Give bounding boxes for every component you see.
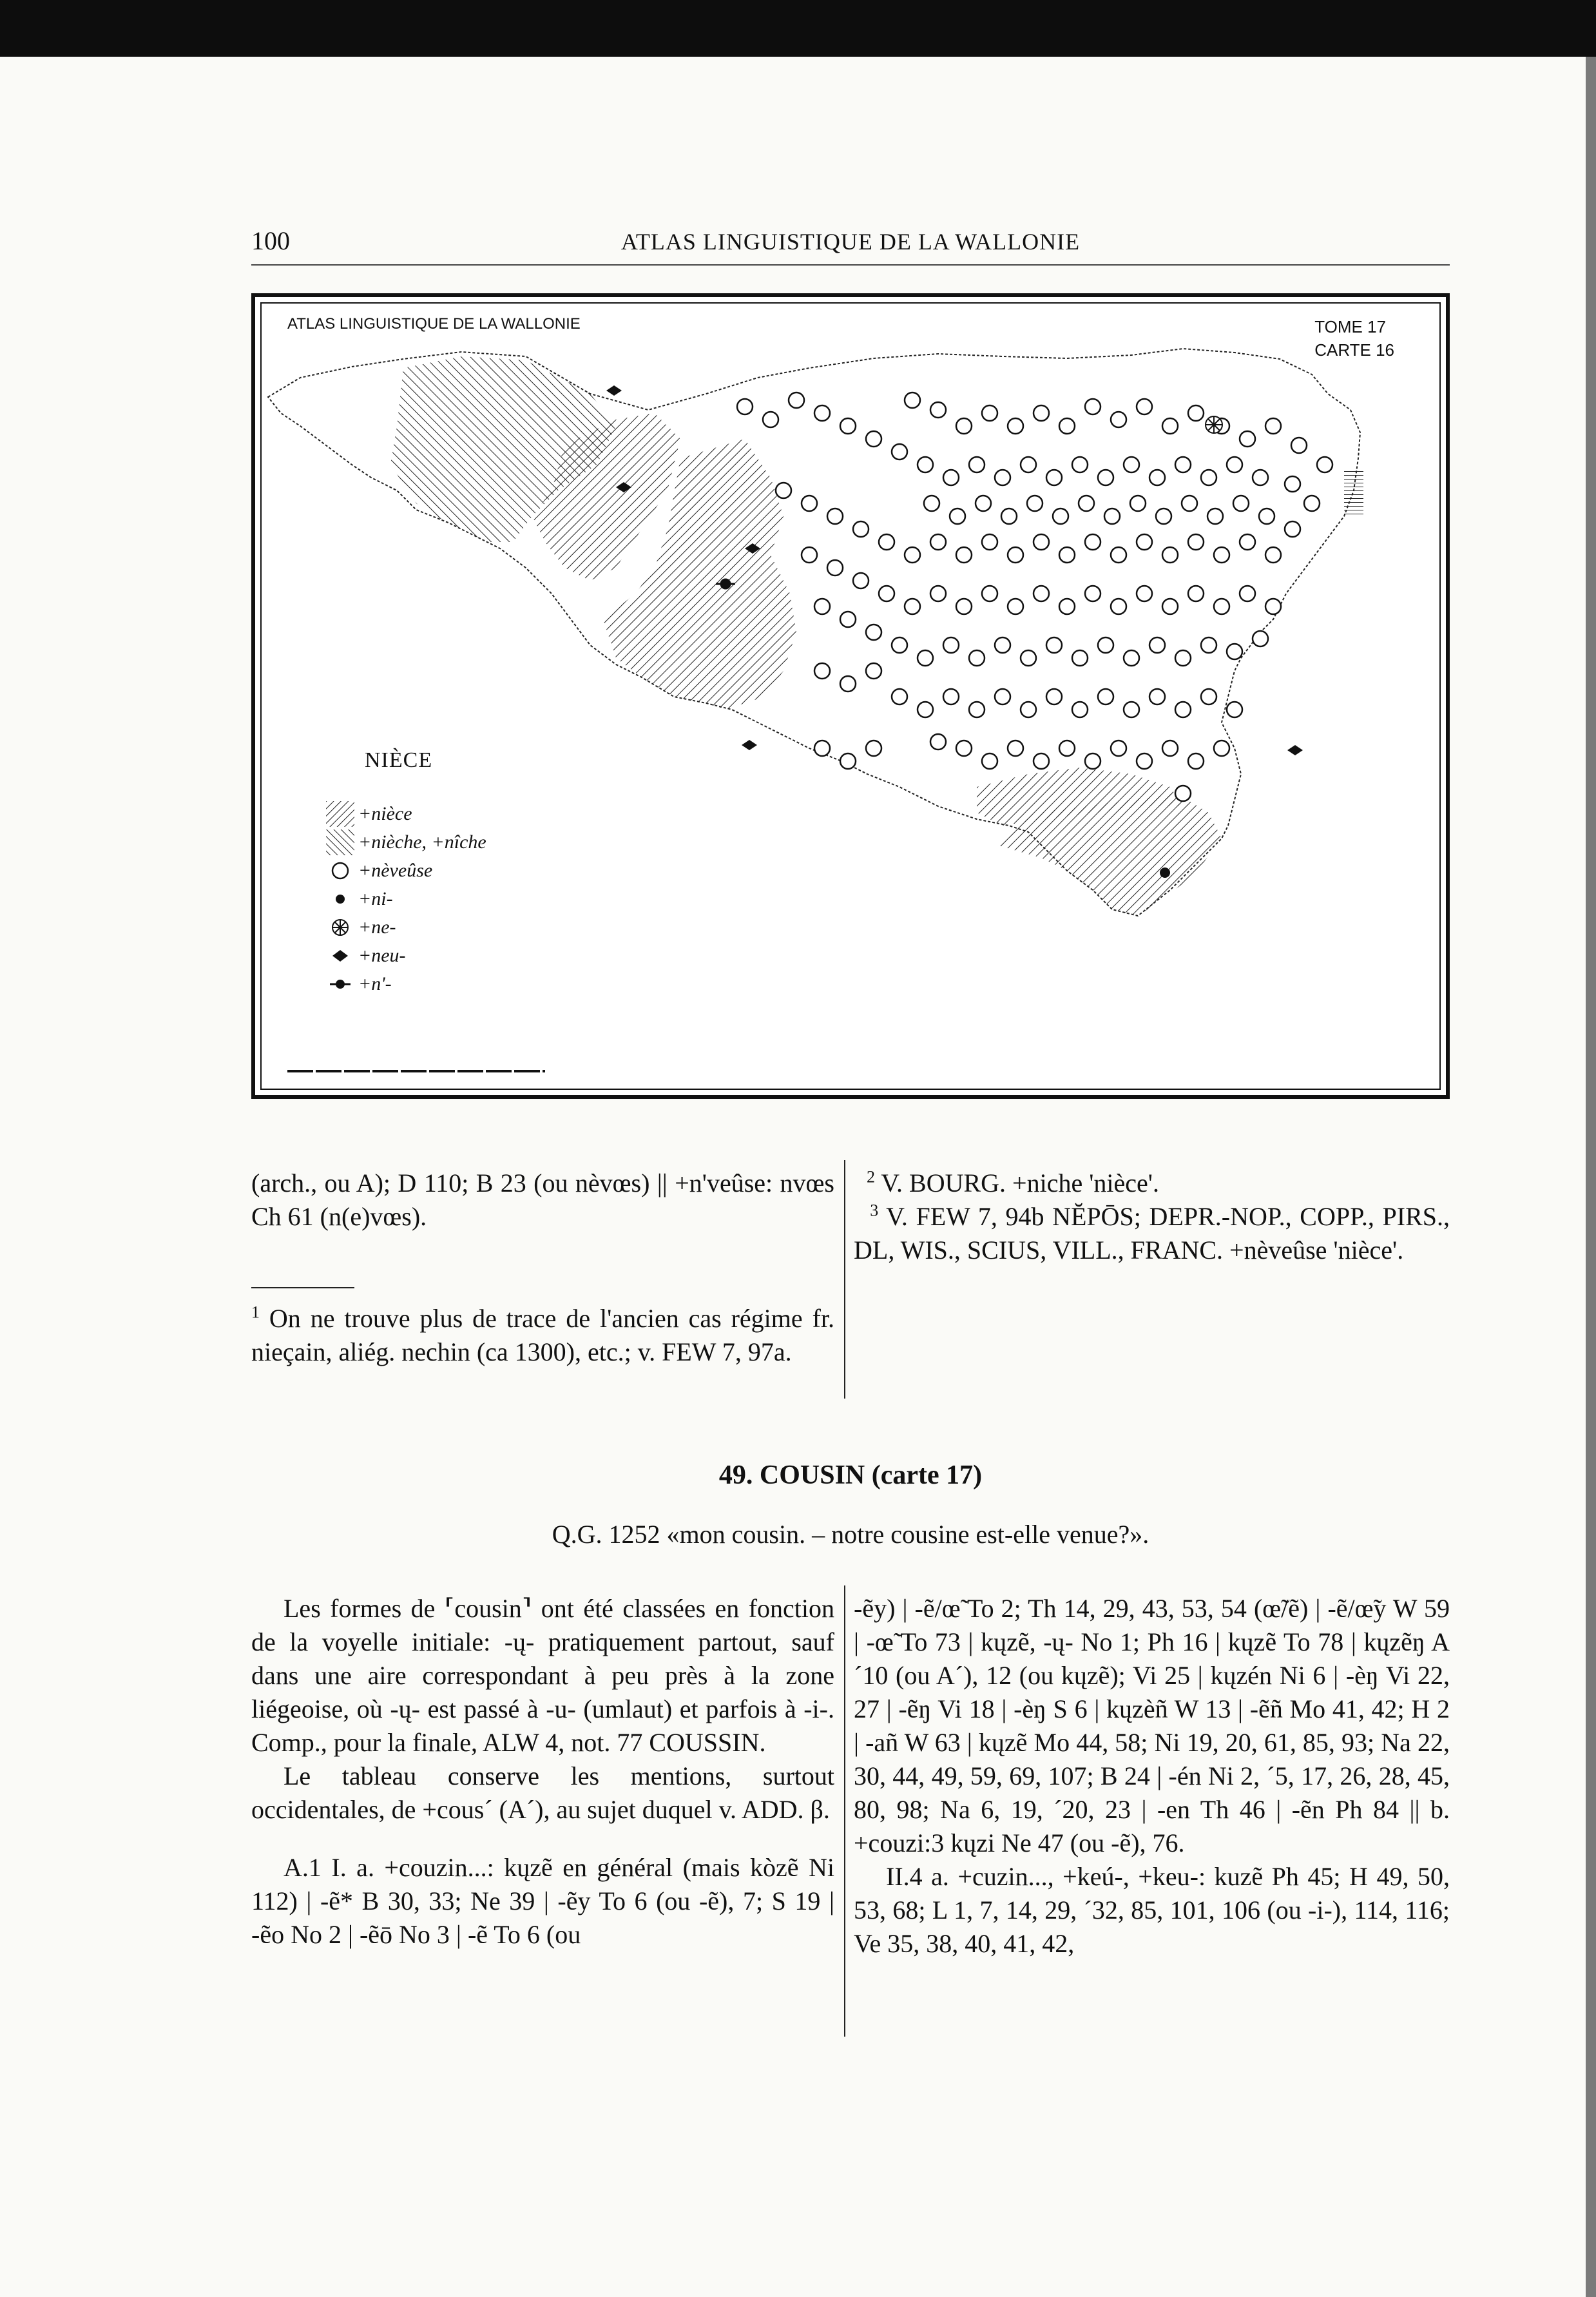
dot-dash-icon [326, 971, 354, 997]
page-header [251, 219, 1450, 266]
legend-label: +nèveûse [358, 860, 433, 881]
column-divider-lower [844, 1585, 845, 2037]
area-eastern-border [1344, 471, 1363, 516]
legend-label: +nièce [358, 803, 412, 824]
footnote-rule [251, 1287, 354, 1288]
footnotes-right [854, 1167, 1450, 1267]
footnote-1-mark: 1 [251, 1303, 260, 1322]
footnote-2-text: V. BOURG. +niche 'nièce'. [881, 1168, 1159, 1197]
open-circle-icon [326, 858, 354, 884]
legend-label: +ne- [358, 916, 396, 938]
legend-item [326, 800, 486, 828]
ne-point [1206, 416, 1222, 433]
body-paragraph: -ẽy) | -ẽ/œ̃ To 2; Th 14, 29, 43, 53, 54 (œ̃/ẽ) | -ẽ/œ̃y W 59 | -œ̃ To 73 | kųzẽ, -ų- No 1; Ph 16 | kųzẽ To 78 | kųzẽŋ A ´10 (ou A´), 12 (ou kųzẽ); Vi 25 | kųzén Ni 6 | -èŋ Vi 22, 27 | -ẽŋ Vi 18 | -èŋ S 6 | kųzèñ W 13 | -ẽñ Mo 41, 42; H 2 | -añ W 63 | kųzẽ Mo 44, 58; Ni 19, 20, 61, 85, 93; Na 22, 30, 44, 49, 59, 69, 107; B 24 | -én Ni 2, ´5, 17, 26, 28, 45, 80, 98; Na 6, 19, ´20, 23 | -en Th 46 | -ẽn Ph 84 || b. +couzi:3 kųzi Ne 47 (ou -ẽ), 76. [854, 1594, 1450, 1857]
footnote-3-text: V. FEW 7, 94b NĔPŌS; DEPR.-NOP., COPP., PIRS., DL, WIS., SCIUS, VILL., FRANC. +nèveûse 'nièce'. [854, 1202, 1450, 1265]
filled-dot-icon [326, 886, 354, 912]
scan-right-edge [1586, 57, 1596, 2297]
legend-item [326, 828, 486, 857]
left-continuation [251, 1167, 834, 1234]
legend-item [326, 857, 486, 885]
section-title: 49. COUSIN (carte 17) [718, 1460, 983, 1490]
footnote-3 [854, 1200, 1450, 1267]
ni-point [1160, 867, 1170, 878]
diagonal-hatch-icon [326, 801, 354, 827]
map-tome-label [1314, 315, 1394, 362]
body-right-column [854, 1592, 1450, 1961]
body-paragraph: Le tableau conserve les mentions, surtout occidentales, de +cous´ (A´), au sujet duquel v. ADD. β. [251, 1761, 834, 1824]
footnote-1 [251, 1302, 834, 1369]
body-paragraph: II.4 a. +cuzin..., +keú-, +keu-: kuzẽ Ph 45; H 49, 50, 53, 68; L 1, 7, 14, 29, ´32, 85, 101, 106 (ou -i-), 114, 116; Ve 35, 38, 40, 41, 42, [854, 1862, 1450, 1958]
footnote-2-mark: 2 [867, 1167, 875, 1187]
scan-top-border [0, 0, 1596, 57]
legend-item [326, 942, 486, 970]
map-legend [326, 800, 486, 998]
legend-item [326, 885, 486, 913]
legend-item [326, 970, 486, 998]
left-continuation-para: (arch., ou A); D 110; B 23 (ou nèvœs) || +n'veûse: nvœs Ch 61 (n(e)vœs). [251, 1168, 834, 1231]
legend-item [326, 913, 486, 942]
map-tome: TOME 17 [1314, 317, 1386, 336]
map-carte: CARTE 16 [1314, 340, 1394, 360]
footnote-2 [854, 1167, 1450, 1200]
backslash-hatch-icon [326, 829, 354, 855]
map-scale-bar [287, 1061, 558, 1076]
body-left-column [251, 1592, 834, 1952]
legend-label: +nièche, +nîche [358, 831, 486, 853]
asterisk-circle-icon [326, 915, 354, 940]
running-head: ATLAS LINGUISTIQUE DE LA WALLONIE [620, 229, 1081, 255]
page-number: 100 [251, 226, 290, 255]
body-paragraph: Les formes de ⸢cousin⸣ ont été classées en fonction de la voyelle initiale: -ų- pratiquement partout, sauf dans une aire correspondant à peu près à la zone liégeoise, où -ų- est passé à -u- (umlaut) et parfois à -i-. Comp., pour la finale, ALW 4, not. 77 COUSSIN. [251, 1594, 834, 1757]
map-heading: NIÈCE [365, 748, 433, 772]
legend-label: +ni- [358, 888, 393, 909]
map-figure [251, 293, 1450, 1099]
legend-label: +neu- [358, 945, 406, 966]
section-question: Q.G. 1252 «mon cousin. – notre cousine est-elle venue?». [552, 1520, 1149, 1549]
bowtie-icon [326, 943, 354, 969]
map-atlas-title: ATLAS LINGUISTIQUE DE LA WALLONIE [287, 315, 581, 333]
column-divider-upper [844, 1160, 845, 1399]
legend-label: +n'- [358, 973, 392, 994]
body-paragraph: A.1 I. a. +couzin...: kųzẽ en général (mais kòzẽ Ni 112) | -ẽ* B 30, 33; Ne 39 | -ẽy To 6 (ou -ẽ), 7; S 19 | -ẽo No 2 | -ẽō No 3 | -ẽ To 6 (ou [251, 1853, 834, 1949]
footnote-1-text: On ne trouve plus de trace de l'ancien cas régime fr. nieçain, aliég. nechin (ca 1300), etc.; v. FEW 7, 97a. [251, 1304, 835, 1366]
footnote-3-mark: 3 [870, 1201, 879, 1220]
neveuse-points [737, 393, 1332, 801]
